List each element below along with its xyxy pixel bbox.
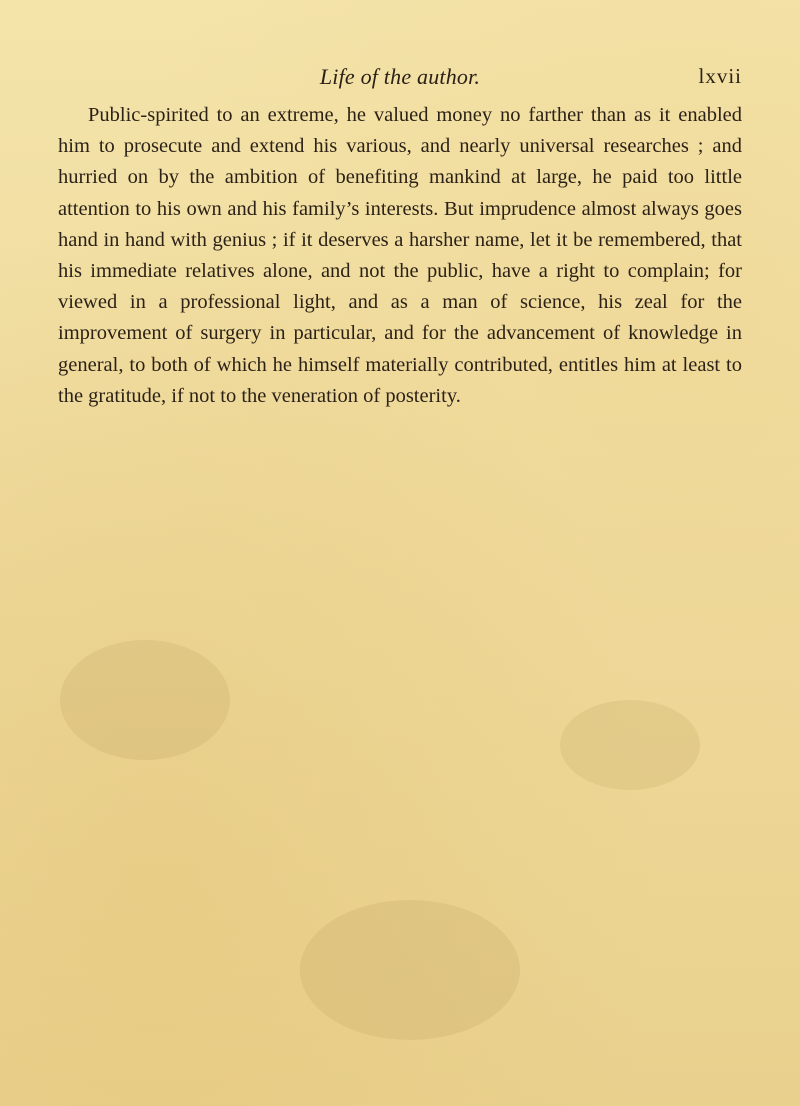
running-title: Life of the author. <box>319 64 481 89</box>
page-number: lxvii <box>698 64 742 88</box>
paper-stain <box>60 640 230 760</box>
paper-stain <box>560 700 700 790</box>
paper-stain <box>300 900 520 1040</box>
running-head <box>58 64 742 94</box>
body-paragraph: Public-spirited to an extreme, he valued money no farther than as it enabled him to prosecute and extend his various, and nearly universal researches ; and hurried on by the ambition of benefiting mankind at large, he paid too little attention to his own and his family’s interests. But imprudence almost always goes hand in hand with genius ; if it deserves a harsher name, let it be remembered, that his immediate relatives alone, and not the public, have a right to complain; for viewed in a professional light, and as a man of science, his zeal for the improvement of surgery in particular, and for the advancement of knowledge in general, to both of which he himself materially contributed, entitles him at least to the gratitude, if not to the veneration of posterity. <box>58 104 742 407</box>
